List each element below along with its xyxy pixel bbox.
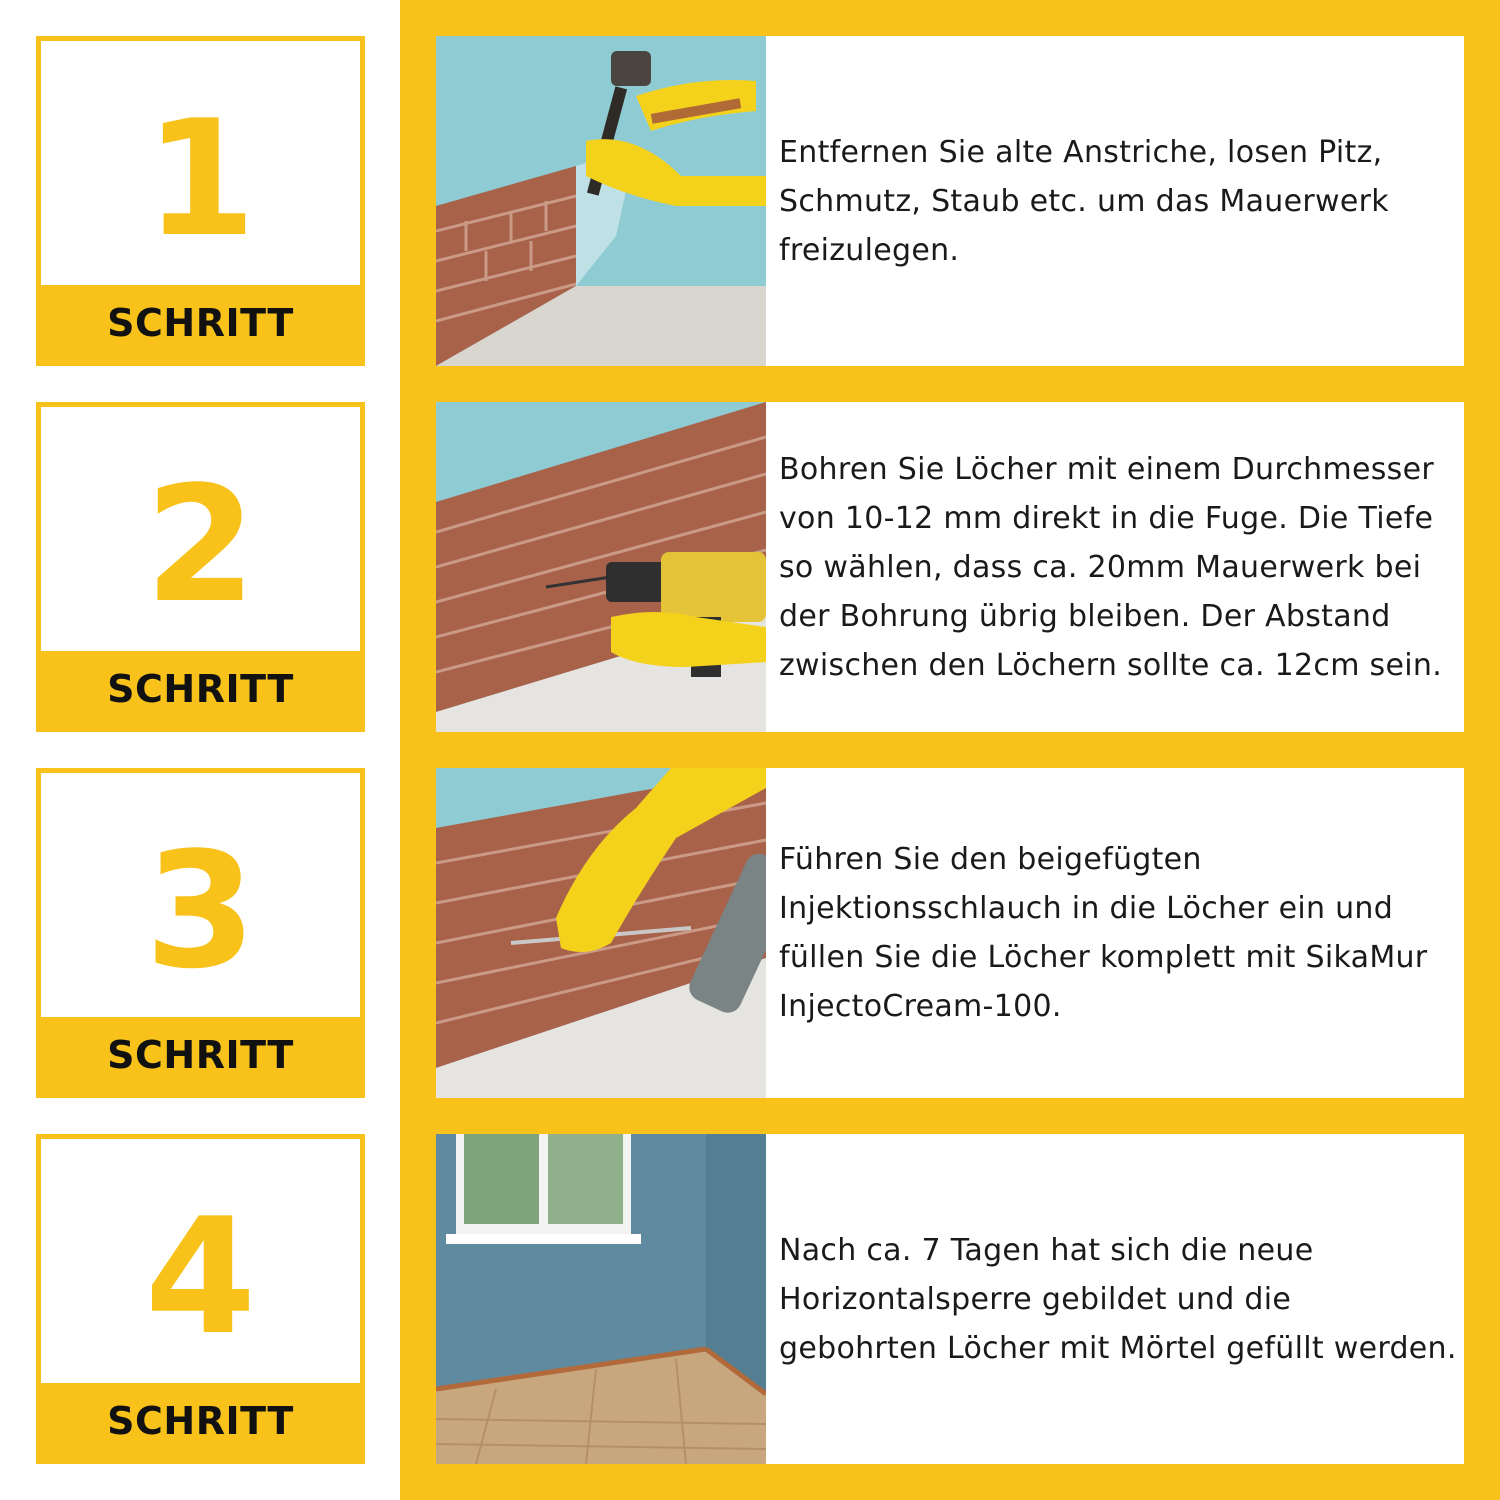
finished-room-window-illustration (436, 1134, 766, 1464)
drill-scene-icon (436, 402, 766, 732)
step-description-text: Bohren Sie Löcher mit einem Durchmesser von 10-12 mm direkt in die Fuge. Die Tiefe so wählen, dass ca. 20mm Mauerwerk bei der Bohrung übrig bleiben. Der Abstand zwischen den Löchern sollte ca. 12cm sein. (779, 451, 1443, 683)
step-label: SCHRITT (107, 667, 294, 711)
step-4-card (436, 1134, 1464, 1464)
step-description-text: Führen Sie den beigefügten Injektionsschlauch in die Löcher ein und füllen Sie die Löcher komplett mit SikaMur InjectoCream-100. (779, 842, 1428, 1024)
step-number: 4 (144, 1183, 257, 1370)
injection-scene-icon (436, 768, 766, 1098)
step-1-card (436, 36, 1464, 366)
step-label-bar (41, 1017, 360, 1093)
hammer-drill-brick-wall-illustration (436, 402, 766, 732)
step-label-bar (41, 1383, 360, 1459)
step-label-bar (41, 285, 360, 361)
step-number: 1 (144, 85, 257, 272)
step-number: 3 (144, 817, 257, 1004)
step-description-text: Nach ca. 7 Tagen hat sich die neue Horizontalsperre gebildet und die gebohrten Löcher mit Mörtel gefüllt werden. (779, 1232, 1457, 1366)
step-description (779, 402, 1459, 732)
step-label: SCHRITT (107, 301, 294, 345)
chisel-brick-wall-illustration (436, 36, 766, 366)
step-description-text: Entfernen Sie alte Anstriche, losen Pitz, Schmutz, Staub etc. um das Mauerwerk freizulegen. (779, 134, 1389, 268)
step-3-badge (36, 768, 365, 1098)
step-number: 2 (144, 451, 257, 638)
step-label-bar (41, 651, 360, 727)
chisel-scene-icon (436, 36, 766, 366)
step-label: SCHRITT (107, 1033, 294, 1077)
step-description (779, 1134, 1459, 1464)
room-scene-icon (436, 1134, 766, 1464)
step-3-card (436, 768, 1464, 1098)
step-label: SCHRITT (107, 1399, 294, 1443)
injection-tube-brick-wall-illustration (436, 768, 766, 1098)
step-2-card (436, 402, 1464, 732)
step-1-badge (36, 36, 365, 366)
step-4-badge (36, 1134, 365, 1464)
step-description (779, 768, 1459, 1098)
step-2-badge (36, 402, 365, 732)
step-description (779, 36, 1459, 366)
